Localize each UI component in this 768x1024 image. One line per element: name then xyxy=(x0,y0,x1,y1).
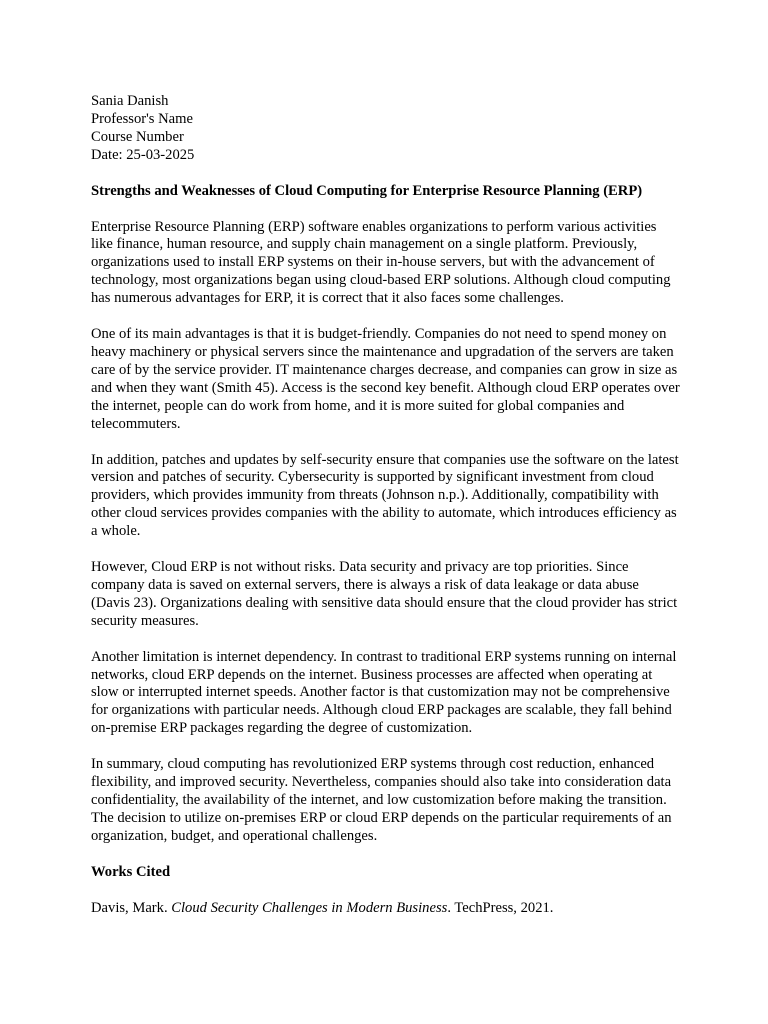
document-page xyxy=(91,93,681,918)
paragraph-security-updates: In addition, patches and updates by self-security ensure that companies use the software on the latest version and patches of security. Cybersecurity is supported by significant investment from cloud providers, which provides immunity from threats (Johnson n.p.). Additionally, compatibility with other cloud services provides companies with the ability to automate, which introduces efficiency as a whole. xyxy=(91,451,679,540)
citation-entry xyxy=(91,900,681,918)
paragraph-summary: In summary, cloud computing has revolutionized ERP systems through cost reduction, enhanced flexibility, and improved security. Nevertheless, companies should also take into consideration data confidentiality, the availability of the internet, and low customization before making the transition. The decision to utilize on-premises ERP or cloud ERP depends on the particular requirements of an organization, budget, and operational challenges. xyxy=(91,756,672,844)
citation-title: Cloud Security Challenges in Modern Business xyxy=(171,899,448,916)
citation-publisher: . TechPress, 2021. xyxy=(447,899,554,916)
paragraph-risks: However, Cloud ERP is not without risks. Data security and privacy are top priorities. Since company data is saved on external servers, there is always a risk of data leakage or data abuse (Davis 23). Organizations dealing with sensitive data should ensure that the cloud provider has strict security measures. xyxy=(91,559,678,629)
works-cited-heading: Works Cited xyxy=(91,863,171,880)
professor-name: Professor's Name xyxy=(91,110,193,127)
author-name: Sania Danish xyxy=(91,93,169,109)
paragraph-limitations: Another limitation is internet dependency. In contrast to traditional ERP systems running on internal networks, cloud ERP depends on the internet. Business processes are affected when operating at slow or interrupted internet speeds. Another factor is that customization may not be comprehensive for organizations with particular needs. Although cloud ERP packages are scalable, they fall behind on-premise ERP packages regarding the degree of customization. xyxy=(91,648,677,737)
document-title: Strengths and Weaknesses of Cloud Computing for Enterprise Resource Planning (ERP) xyxy=(91,182,643,199)
paragraph-advantages: One of its main advantages is that it is budget-friendly. Companies do not need to spend money on heavy machinery or physical servers since the maintenance and upgradation of the servers are taken care of by the service provider. IT maintenance charges decrease, and companies can grow in size as and when they want (Smith 45). Access is the second key benefit. Although cloud ERP operates over the internet, people can do work from home, and it is more suited for global companies and telecommuters. xyxy=(91,326,680,432)
citation-author: Davis, Mark. xyxy=(91,899,172,916)
date-line: Date: 25-03-2025 xyxy=(91,146,195,163)
course-number: Course Number xyxy=(91,128,184,145)
header-block xyxy=(91,93,681,165)
paragraph-intro: Enterprise Resource Planning (ERP) software enables organizations to perform various activities like finance, human resource, and supply chain management on a single platform. Previously, organizations used to install ERP systems on their in-house servers, but with the advancement of technology, most organizations began using cloud-based ERP solutions. Although cloud computing has numerous advantages for ERP, it is correct that it also faces some challenges. xyxy=(91,218,671,307)
